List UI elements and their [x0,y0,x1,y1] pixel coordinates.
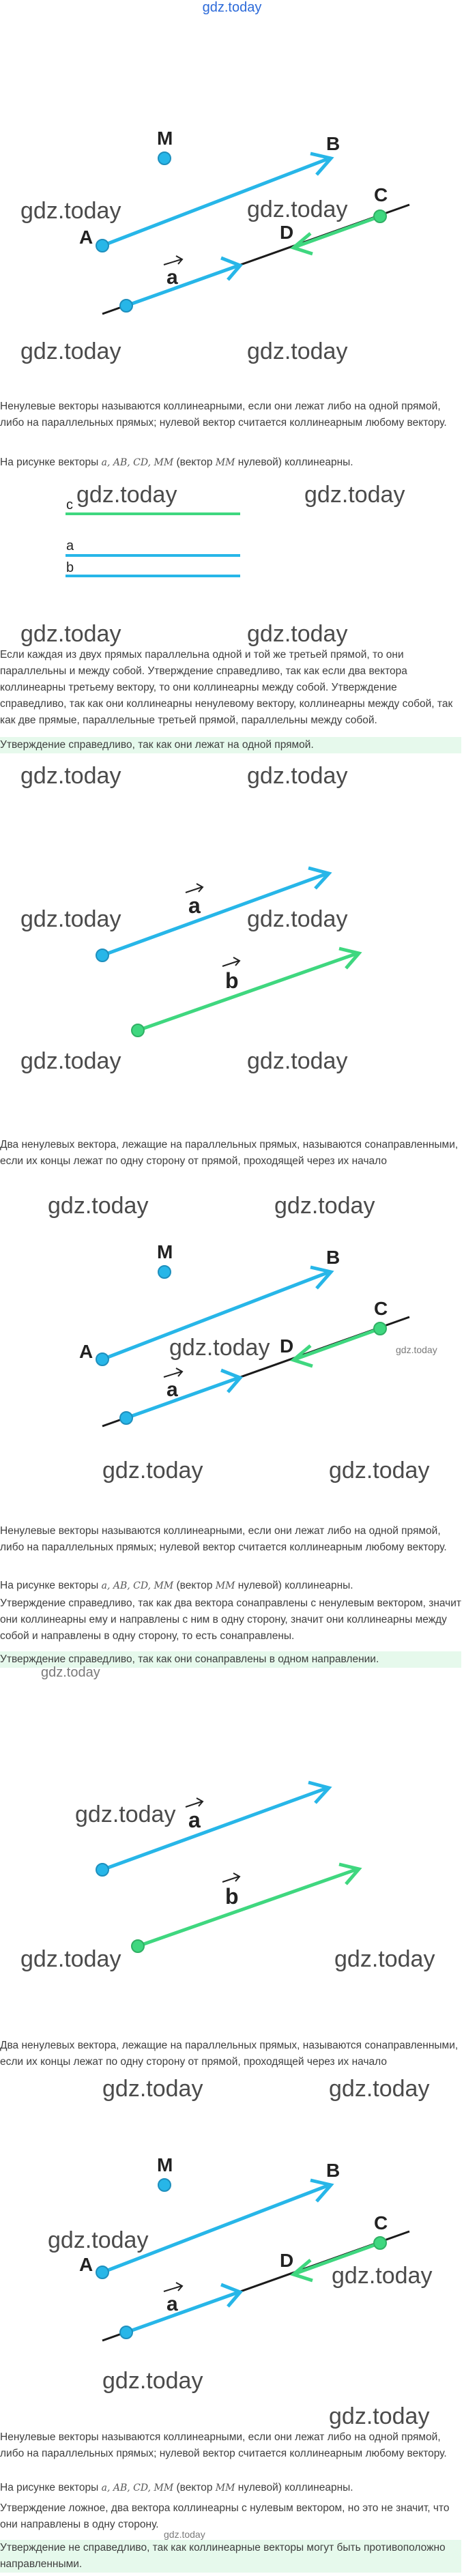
watermark: gdz.today [304,482,405,508]
vector-cd [295,1329,380,1359]
watermark: gdz.today [75,1801,176,1827]
vector-a [126,265,239,306]
watermark: gdz.today [48,2227,149,2253]
point-m [158,1266,171,1278]
point-a [96,240,108,252]
watermark: gdz.today [247,906,348,932]
label-b: B [326,2160,340,2181]
label-m: M [157,1241,173,1262]
watermark: gdz.today [102,2368,203,2394]
label-m: M [157,128,173,149]
label-d: D [280,222,294,243]
watermark: gdz.today [20,621,121,647]
watermark: gdz.today [247,197,348,222]
label-a: A [79,1341,93,1362]
label-line-c: c [66,497,73,512]
watermark: gdz.today [329,2403,430,2429]
label-vec-b: b [225,1884,239,1909]
label-d: D [280,1335,294,1357]
watermark: gdz.today [334,1946,435,1972]
note-mid-open: (вектор [176,457,213,468]
site-brand[interactable]: gdz.today [202,0,262,15]
watermark: gdz.today [274,1193,375,1219]
note-mid-vec: MM [215,2483,235,2493]
label-c: C [374,184,388,205]
label-d: D [280,2250,294,2271]
vector-b [138,1869,358,1946]
figure-note [0,454,461,471]
label-m: M [157,2154,173,2175]
note-vectors: a, AB, CD, MM [101,457,174,468]
note-mid-vec: MM [215,1580,235,1591]
point-c [374,210,386,222]
figure-note-2 [0,1578,461,1594]
note-mid-open: (вектор [176,2482,213,2493]
note-mid-close: нулевой) коллинеарны. [237,2482,353,2493]
answer-3: Утверждение не справедливо, так как коллинеарные векторы могут быть противоположно направленными. [0,2540,461,2573]
definition-collinear: Ненулевые векторы называются коллинеарными, если они лежат либо на одной прямой, либо на параллельных прямых; нулевой вектор считается коллинеарным любому вектору. [0,401,447,429]
note-vectors: a, AB, CD, MM [101,2483,174,2493]
watermark: gdz.today [20,338,121,364]
label-a: A [79,227,93,248]
label-c: C [374,2212,388,2233]
point-c [374,1322,386,1335]
watermark: gdz.today [102,2076,203,2102]
label-line-b: b [66,560,74,575]
label-vec-a: a [166,1378,178,1401]
figure-svg [0,2088,464,2429]
note-prefix: На рисунке векторы [0,457,99,468]
figure-svg [0,1665,464,1993]
figure-parallel-lines [0,482,464,587]
figure-collinear-vectors-3 [0,2088,464,2429]
label-b: B [326,1247,340,1268]
vector-a-start [120,300,132,312]
label-a: A [79,2254,93,2275]
answer-1: Утверждение справедливо, так как они лежат на одной прямой. [0,737,461,753]
vector-a [126,2292,239,2332]
watermark: gdz.today [329,2076,430,2102]
note-mid-open: (вектор [176,1580,213,1591]
label-vec-a: a [166,2293,178,2315]
note-mid-close: нулевой) коллинеарны. [237,1580,353,1591]
vector-a [126,1378,239,1418]
vector-b-start [132,1024,144,1037]
definition-collinear-3: Ненулевые векторы называются коллинеарными, если они лежат либо на одной прямой, либо на параллельных прямых; нулевой вектор считается коллинеарным любому вектору. [0,2431,447,2459]
watermark: gdz.today [247,1048,348,1074]
note-prefix: На рисунке векторы [0,1580,99,1591]
label-line-a: a [66,538,74,553]
figure-codirected-vectors-2 [0,1665,464,1993]
point-c [374,2237,386,2249]
watermark: gdz.today [20,1048,121,1074]
watermark: gdz.today [76,482,177,508]
vector-a [102,1788,328,1870]
label-vec-a: a [166,266,178,289]
reasoning-text-1: Если каждая из двух прямых параллельна одной и той же третьей прямой, то они параллельны и между собой. Утверждение справедливо, так как если два вектора коллинеарны третьему вектору, то они коллинеарны между собой. Утверждение справедливо, так как они коллинеарны ненулевому вектору, коллинеарны между собой, так как две прямые, параллельные третьей прямой, параллельны между собой. [0,649,453,726]
figure-codirected-vectors-1 [0,757,464,1085]
watermark: gdz.today [247,338,348,364]
watermark-small: gdz.today [164,2529,205,2540]
vector-b [138,953,358,1030]
label-vec-a: a [188,893,201,918]
label-b: B [326,133,340,154]
watermark: gdz.today [329,1458,430,1484]
point-a [96,2266,108,2278]
point-m [158,152,171,164]
watermark: gdz.today [20,763,121,789]
watermark: gdz.today [20,906,121,932]
note-mid-close: нулевой) коллинеарны. [237,457,353,468]
point-m [158,2179,171,2191]
figure-collinear-vectors-2 [0,1187,464,1508]
figure-note-3 [0,2480,461,2496]
figure-collinear-vectors-1 [0,116,464,389]
definition-codirected-2: Два ненулевых вектора, лежащие на параллельных прямых, называются сонаправленными, если их концы лежат по одну сторону от прямой, проходящей через их начало [0,2040,459,2068]
watermark: gdz.today [169,1335,270,1361]
reasoning-text-2: Утверждение справедливо, так как два вектора сонаправлены с ненулевым вектором, значит они коллинеарны ему и направлены с ним в одну сторону, значит они коллинеарны между собой и направлены в одну сторону, то есть сонаправлены. [0,1597,461,1642]
watermark: gdz.today [332,2263,433,2289]
watermark: gdz.today [20,1946,121,1972]
definition-codirected: Два ненулевых вектора, лежащие на параллельных прямых, называются сонаправленными, если их концы лежат по одну сторону от прямой, проходящей через их начало [0,1139,459,1167]
watermark: gdz.today [102,1458,203,1484]
label-c: C [374,1298,388,1319]
watermark: gdz.today [48,1193,149,1219]
vector-a-start [96,949,108,961]
note-vectors: a, AB, CD, MM [101,1580,174,1591]
watermark: gdz.today [20,198,121,224]
label-vec-a: a [188,1808,201,1832]
definition-collinear-2: Ненулевые векторы называются коллинеарными, если они лежат либо на одной прямой, либо на параллельных прямых; нулевой вектор считается коллинеарным любому вектору. [0,1525,447,1553]
watermark: gdz.today [247,621,348,647]
watermark: gdz.today [247,763,348,789]
note-mid-vec: MM [215,457,235,468]
watermark-small: gdz.today [41,1665,100,1680]
point-a [96,1353,108,1365]
reasoning-text-3: Утверждение ложное, два вектора коллинеарны с нулевым вектором, но это не значит, что они направлены в одну сторону. [0,2502,450,2530]
note-prefix: На рисунке векторы [0,2482,99,2493]
watermark-small: gdz.today [396,1344,437,1355]
answer-2: Утверждение справедливо, так как они сонаправлены в одном направлении. [0,1651,461,1668]
label-vec-b: b [225,968,239,993]
